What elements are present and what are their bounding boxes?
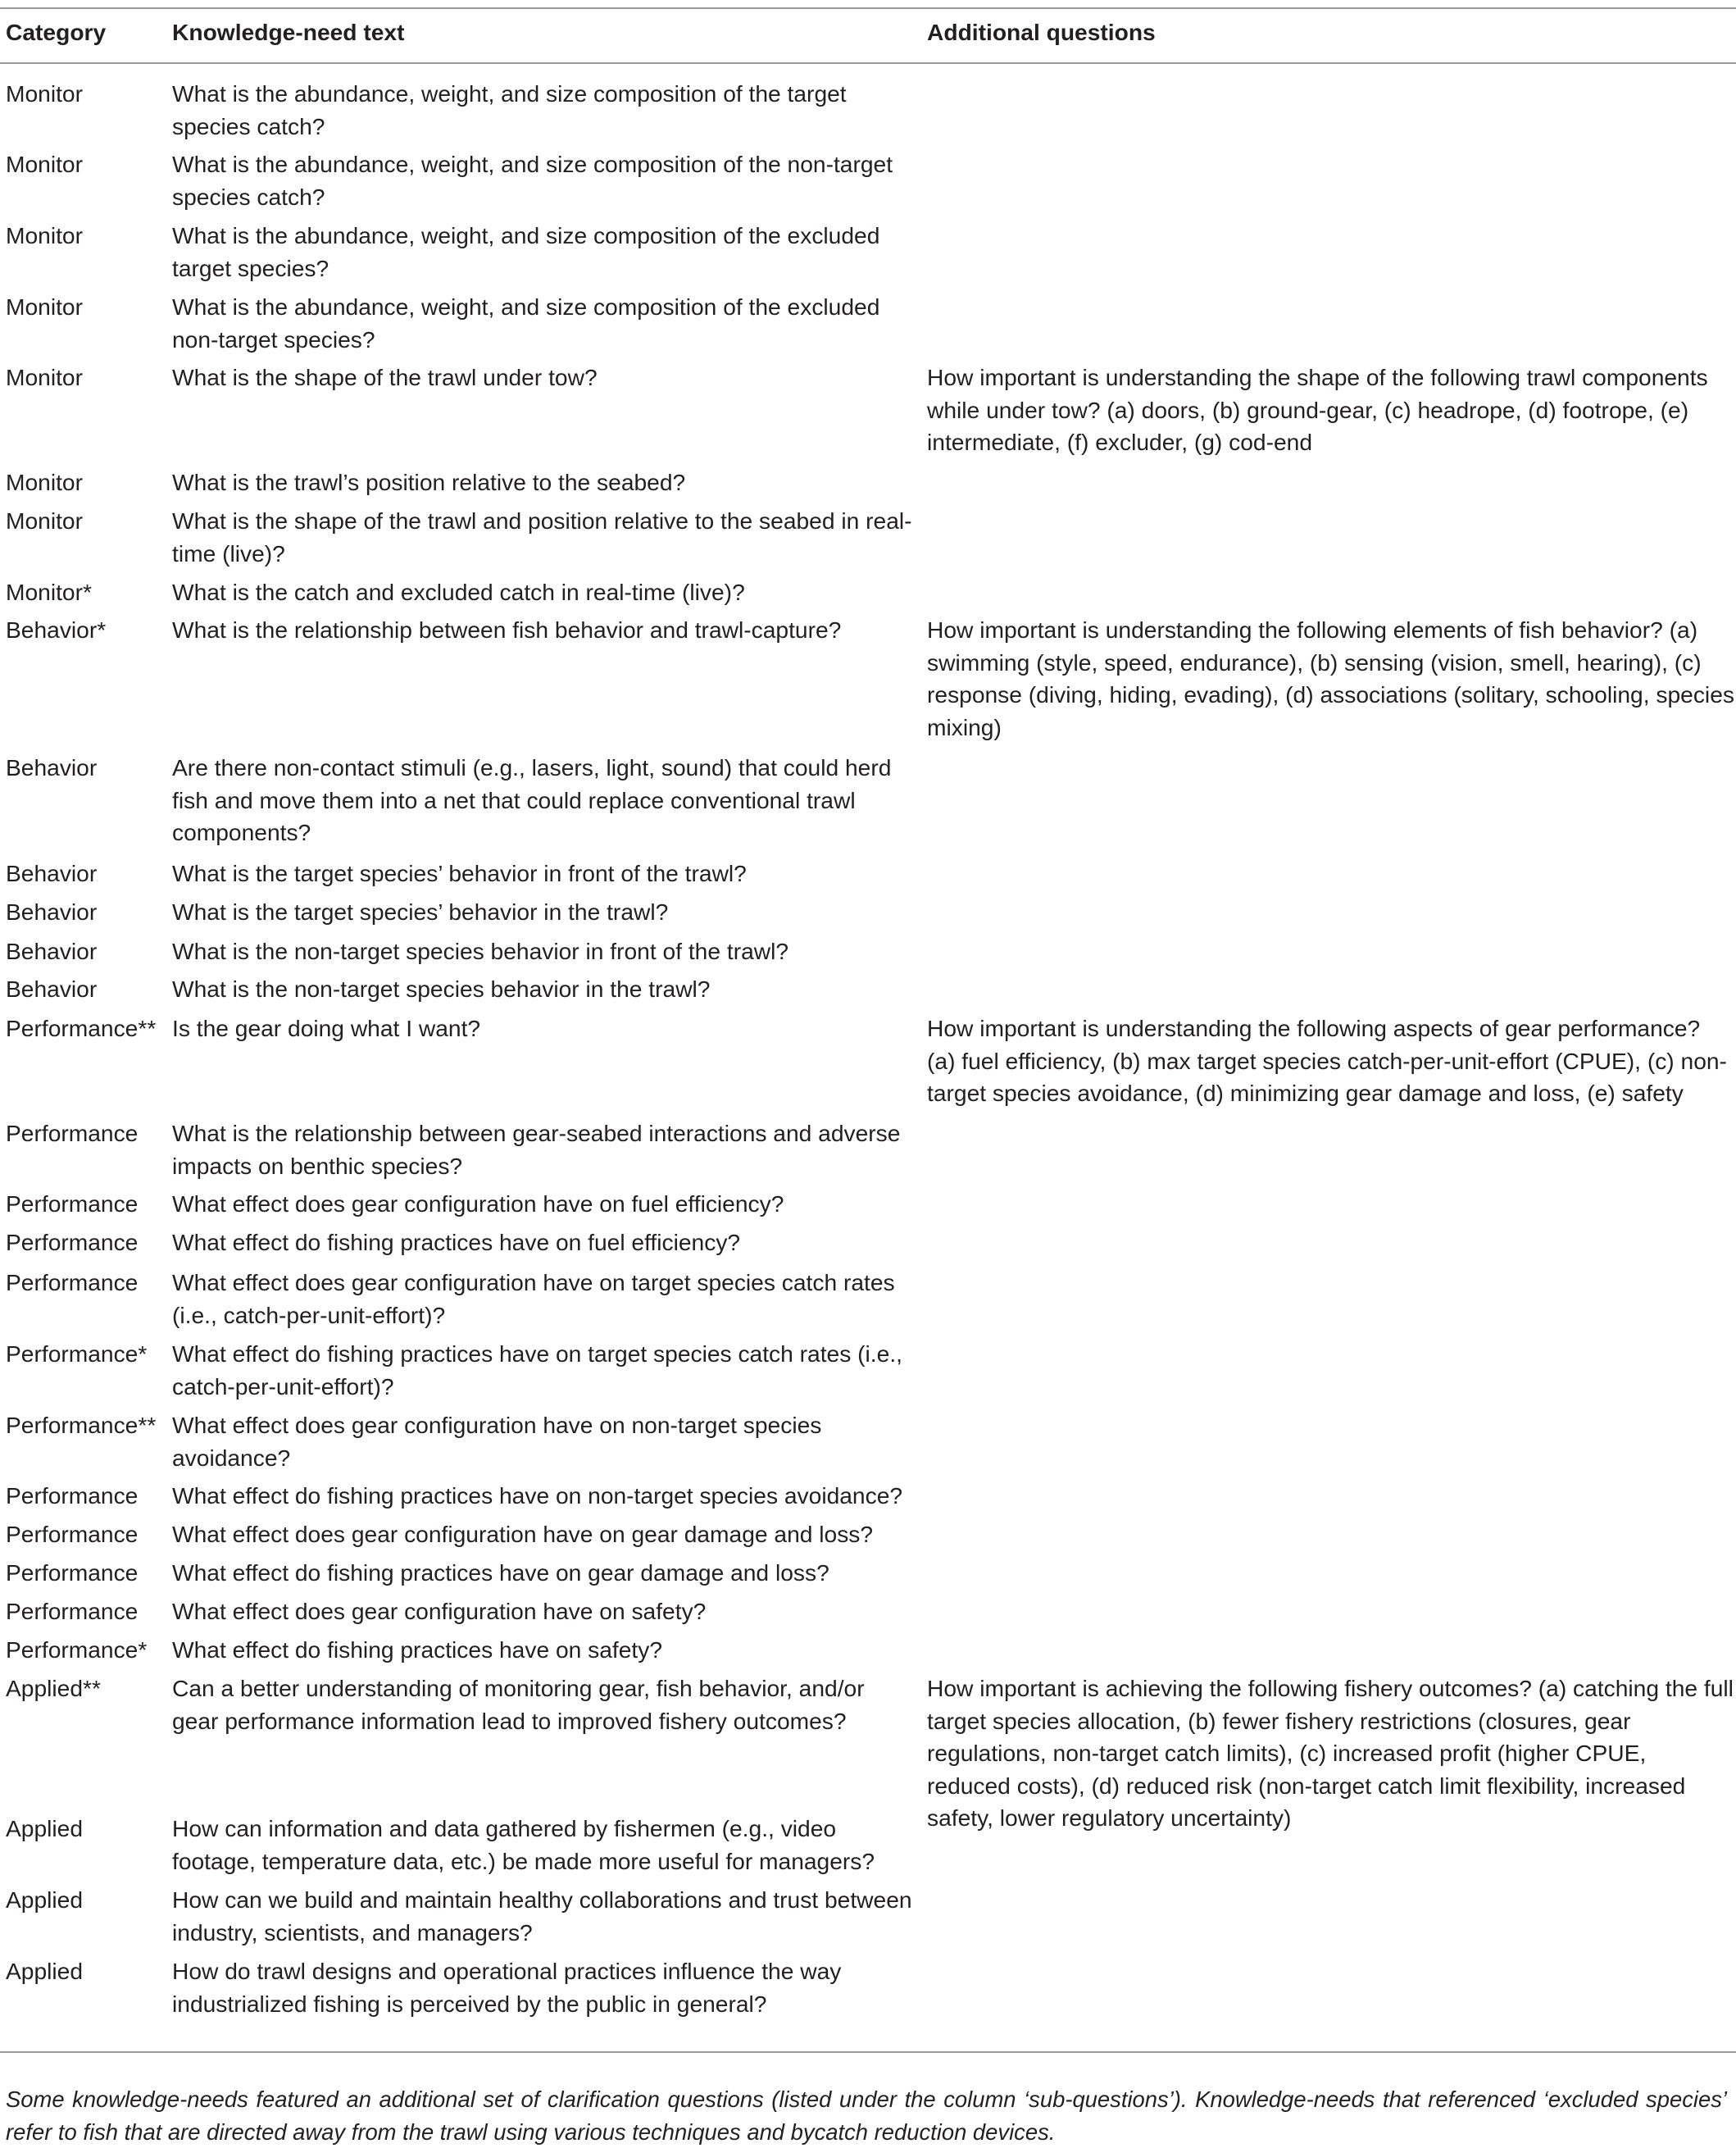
knowledge-need-cell: What effect do fishing practices have on target species catch rates (i.e., catch-per-unit-effort)? [172, 1340, 902, 1399]
header-additional-questions: Additional questions [927, 19, 1156, 45]
table-bottom-rule [0, 2051, 1736, 2053]
knowledge-need-cell: What is the catch and excluded catch in real-time (live)? [172, 579, 745, 605]
category-cell: Applied [6, 1886, 84, 1913]
knowledge-need-cell: What effect does gear configuration have on gear damage and loss? [172, 1521, 874, 1547]
knowledge-need-cell: How can we build and maintain healthy collaborations and trust between industry, scientists, and managers? [172, 1886, 912, 1945]
knowledge-need-cell: What effect do fishing practices have on non-target species avoidance? [172, 1482, 903, 1509]
category-cell: Performance** [6, 1412, 157, 1438]
knowledge-need-cell: Can a better understanding of monitoring gear, fish behavior, and/or gear performance information lead to improved fishery outcomes? [172, 1675, 865, 1734]
knowledge-need-cell: What is the abundance, weight, and size composition of the non-target species catch? [172, 151, 893, 210]
knowledge-need-cell: What effect do fishing practices have on gear damage and loss? [172, 1559, 829, 1586]
category-cell: Performance [6, 1521, 139, 1547]
category-cell: Performance [6, 1190, 139, 1217]
knowledge-need-cell: What effect does gear configuration have on fuel efficiency? [172, 1190, 784, 1217]
knowledge-need-cell: What effect does gear configuration have on non-target species avoidance? [172, 1412, 822, 1471]
knowledge-need-cell: What is the relationship between fish behavior and trawl-capture? [172, 617, 842, 643]
knowledge-need-cell: What is the target species’ behavior in front of the trawl? [172, 860, 747, 886]
category-cell: Behavior [6, 754, 98, 780]
knowledge-need-cell: What is the target species’ behavior in the trawl? [172, 899, 669, 925]
table-footnote: Some knowledge-needs featured an additional set of clarification questions (listed under the column ‘sub-questions’). Knowledge-needs that referenced ‘excluded species’ refer to fish that are directed away from the trawl using various techniques and bycatch reduction devices. [6, 2087, 1727, 2145]
category-cell: Performance [6, 1559, 139, 1586]
knowledge-need-cell: What is the shape of the trawl under tow? [172, 364, 598, 390]
knowledge-need-cell: What is the non-target species behavior in the trawl? [172, 976, 711, 1002]
category-cell: Performance [6, 1482, 139, 1509]
knowledge-need-cell: What is the non-target species behavior in front of the trawl? [172, 938, 789, 964]
category-cell: Performance [6, 1120, 139, 1146]
knowledge-need-cell: What effect does gear configuration have on safety? [172, 1598, 707, 1624]
knowledge-need-cell: What is the relationship between gear-seabed interactions and adverse impacts on benthic species? [172, 1120, 901, 1179]
category-cell: Monitor [6, 80, 83, 107]
table-top-rule [0, 7, 1736, 9]
category-cell: Behavior* [6, 617, 107, 643]
knowledge-need-cell: What is the abundance, weight, and size composition of the target species catch? [172, 80, 847, 139]
knowledge-need-cell: What is the abundance, weight, and size composition of the excluded target species? [172, 222, 880, 281]
header-category: Category [6, 19, 107, 45]
category-cell: Performance* [6, 1340, 148, 1367]
category-cell: Performance [6, 1229, 139, 1255]
header-rule [0, 62, 1736, 64]
header-knowledge-need: Knowledge-need text [172, 19, 405, 45]
knowledge-need-cell: What is the trawl’s position relative to the seabed? [172, 469, 686, 495]
knowledge-need-cell: Are there non-contact stimuli (e.g., lasers, light, sound) that could herd fish and move them into a net that could replace conventional trawl components? [172, 754, 892, 845]
category-cell: Monitor [6, 151, 83, 177]
knowledge-need-cell: How can information and data gathered by fishermen (e.g., video footage, temperature data, etc.) be made more useful for managers? [172, 1815, 875, 1874]
category-cell: Behavior [6, 938, 98, 964]
knowledge-need-cell: What is the shape of the trawl and position relative to the seabed in real-time (live)? [172, 507, 912, 567]
knowledge-need-cell: What effect do fishing practices have on safety? [172, 1636, 663, 1663]
knowledge-need-cell: How do trawl designs and operational practices influence the way industrialized fishing is perceived by the public in general? [172, 1958, 842, 2017]
category-cell: Monitor [6, 222, 83, 248]
category-cell: Performance** [6, 1015, 157, 1041]
knowledge-need-cell: What effect does gear configuration have on target species catch rates (i.e., catch-per-unit-effort)? [172, 1269, 895, 1328]
category-cell: Monitor [6, 507, 83, 534]
knowledge-need-cell: What is the abundance, weight, and size composition of the excluded non-target species? [172, 294, 880, 353]
category-cell: Behavior [6, 860, 98, 886]
knowledge-need-cell: What effect do fishing practices have on fuel efficiency? [172, 1229, 741, 1255]
category-cell: Performance [6, 1269, 139, 1295]
category-cell: Applied** [6, 1675, 101, 1701]
category-cell: Behavior [6, 976, 98, 1002]
additional-questions-cell: How important is achieving the following fishery outcomes? (a) catching the full target species allocation, (b) fewer fishery restrictions (closures, gear regulations, non-target catch limits), (c) increased profit (higher CPUE, reduced costs), (d) reduced risk (non-target catch limit flexibility, increased safety, lower regulatory uncertainty) [927, 1675, 1734, 1831]
category-cell: Behavior [6, 899, 98, 925]
additional-questions-cell: How important is understanding the shape of the following trawl components while under tow? (a) doors, (b) ground-gear, (c) headrope, (d) footrope, (e) intermediate, (f) excluder, (g) cod-end [927, 364, 1708, 455]
additional-questions-cell: How important is understanding the following aspects of gear performance? (a) fuel efficiency, (b) max target species catch-per-unit-effort (CPUE), (c) non-target species avoidance, (d) minimizing gear damage and loss, (e) safety [927, 1015, 1727, 1106]
knowledge-need-cell: Is the gear doing what I want? [172, 1015, 481, 1041]
category-cell: Performance [6, 1598, 139, 1624]
additional-questions-cell: How important is understanding the following elements of fish behavior? (a) swimming (style, speed, endurance), (b) sensing (vision, smell, hearing), (c) response (diving, hiding, evading), (d) associations (solitary, schooling, species mixing) [927, 617, 1734, 740]
category-cell: Applied [6, 1958, 84, 1984]
category-cell: Monitor* [6, 579, 92, 605]
category-cell: Applied [6, 1815, 84, 1841]
category-cell: Monitor [6, 294, 83, 320]
category-cell: Monitor [6, 364, 83, 390]
category-cell: Performance* [6, 1636, 148, 1663]
category-cell: Monitor [6, 469, 83, 495]
